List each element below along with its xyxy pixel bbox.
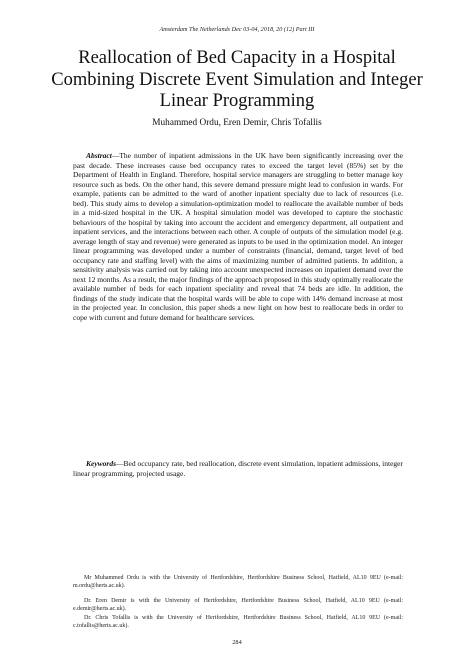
abstract-text: —The number of inpatient admissions in the UK have been significantly increasing over the past decade. These increases cause bed occupancy rates to exceed the target level (85%) set by the Department of Health in England. Therefore, hospital service managers are struggling to better manage key resource such as beds. On the other hand, this severe demand pressure might lead to confusion in wards. For example, patients can be admitted to the ward of another inpatient specialty due to lack of resources (i.e. bed). This study aims to develop a simulation-optimization model to reallocate the available number of beds in a mid-sized hospital in the UK. A hospital simulation model was developed to capture the stochastic behaviours of the hospital by taking into account the accident and emergency department, all outpatient and inpatient services, and the interactions between each other. A couple of outputs of the simulation model (e.g. average length of stay and revenue) were generated as inputs to be used in the optimization model. An integer linear programming was developed under a number of constraints (financial, demand, target level of bed occupancy rate and staffing level) with the aims of maximizing number of admitted patients. In addition, a sensitivity analysis was carried out by taking into account unexpected increases on inpatient demand over the next 12 months. As a result, the major findings of the approach proposed in this study optimally reallocate the available number of beds for each inpatient speciality and reveal that 74 beds are idle. In addition, the findings of the study indicate that the hospital wards will be able to cope with 14% demand increase at most in the projected year. In conclusion, this paper sheds a new light on how best to reallocate beds in order to cope with current and future demand for healthcare services. bbox=[73, 151, 403, 322]
keywords-text: —Bed occupancy rate, bed reallocation, discrete event simulation, inpatient admissions, integer linear programming, projected usage. bbox=[73, 459, 403, 478]
abstract-label: Abstract bbox=[86, 151, 112, 160]
keywords-paragraph bbox=[73, 459, 403, 478]
paper-title: Reallocation of Bed Capacity in a Hospital Combining Discrete Event Simulation and Integer Linear Programming bbox=[51, 48, 423, 111]
footnote-author-1: Mr Muhammed Ordu is with the University of Hertfordshire, Hertfordshire Business School, Hatfield, AL10 9EU (e-mail: m.ordu@herts.ac.uk). bbox=[73, 575, 403, 589]
abstract-paragraph bbox=[73, 151, 403, 322]
footnote-author-3: Dr. Chris Tofallis is with the University of Hertfordshire, Hertfordshire Business School, Hatfield, AL10 9EU (e-mail: c.tofallis@herts.ac.uk). bbox=[73, 615, 403, 629]
page-number: 284 bbox=[232, 639, 242, 646]
conference-header: Amsterdam The Netherlands Dec 03-04, 2018, 20 (12) Part III bbox=[159, 26, 315, 33]
keywords-label: Keywords bbox=[86, 459, 116, 468]
footnote-author-2: Dr. Eren Demir is with the University of Hertfordshire, Hertfordshire Business School, Hatfield, AL10 9EU (e-mail: e.demir@herts.ac.uk). bbox=[73, 598, 403, 612]
author-list: Muhammed Ordu, Eren Demir, Chris Tofallis bbox=[152, 118, 322, 128]
